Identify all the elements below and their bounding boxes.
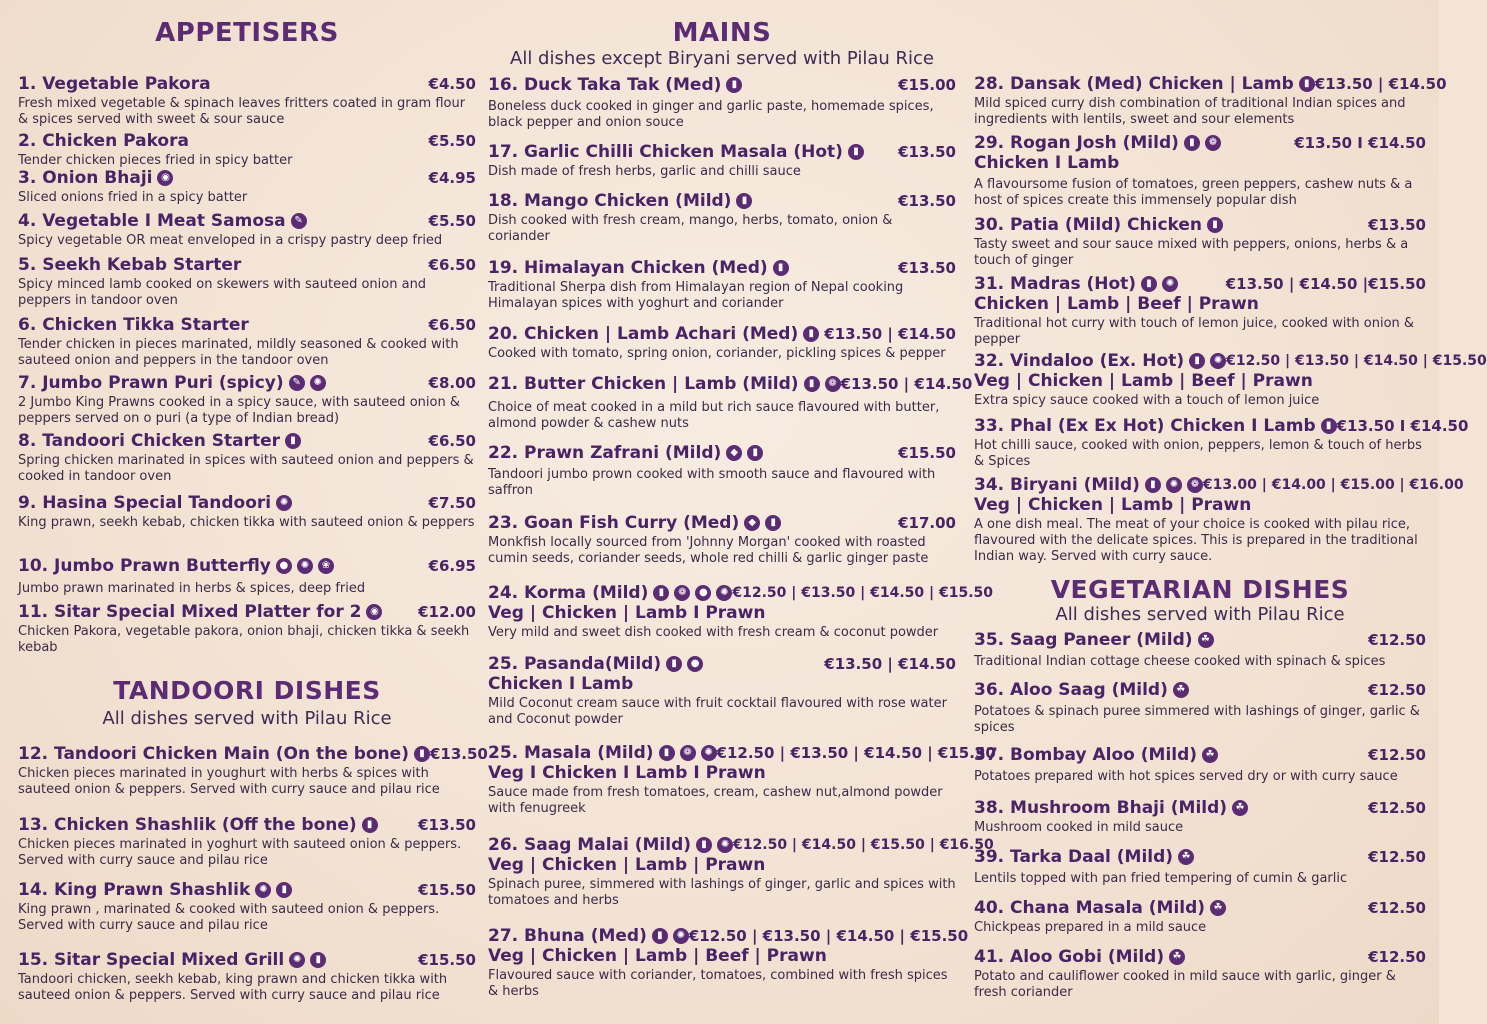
chilli-icon: ✎ xyxy=(291,213,307,229)
menu-item: 30. Patia (Mild) Chicken ▮ €13.50 Tasty sweet and sour sauce mixed with peppers, onions, herbs & a touch of ginger xyxy=(974,215,1426,268)
menu-item: 25. Pasanda(Mild) ▮ ● €13.50 | €14.50 Chicken I Lamb Mild Coconut cream sauce with fruit cocktail flavoured with rose water and Coconut powder xyxy=(488,654,956,727)
wheat-icon: ❀ xyxy=(318,558,334,574)
dairy-icon: ▮ xyxy=(726,77,742,93)
menu-item: 13. Chicken Shashlik (Off the bone) ▮ €13.50 Chicken pieces marinated in yoghurt with sauteed onion & peppers. Served with curry sauce and pilau rice xyxy=(18,815,476,868)
nut-icon: ❁ xyxy=(1205,135,1221,151)
menu-item: 41. Aloo Gobi (Mild) ☘ €12.50 Potato and cauliflower cooked in mild sauce with garlic, ginger & fresh coriander xyxy=(974,947,1426,1000)
menu-item: 25. Masala (Mild) ▮ ❁ ✺ €12.50 | €13.50 | €14.50 | €15.50 Veg I Chicken I Lamb I Prawn Sauce made from fresh tomatoes, cream, cashew nut,almond powder with fenugreek xyxy=(488,743,996,816)
vegetarian-title: VEGETARIAN DISHES xyxy=(1050,575,1350,604)
menu-item: 38. Mushroom Bhaji (Mild) ☘ €12.50 Mushroom cooked in mild sauce xyxy=(974,798,1426,835)
menu-item: 26. Saag Malai (Mild) ▮ ✺ €12.50 | €14.50 | €15.50 | €16.50 Veg | Chicken | Lamb | Prawn Spinach puree, simmered with lashings of ginger, garlic and spices with tomatoes and herbs xyxy=(488,835,994,908)
shellfish-icon: ✺ xyxy=(701,745,717,761)
tandoori-title: TANDOORI DISHES xyxy=(113,676,381,705)
dairy-icon: ▮ xyxy=(1321,418,1337,434)
dairy-icon: ▮ xyxy=(1207,217,1223,233)
menu-item: 4. Vegetable I Meat Samosa ✎ €5.50 Spicy vegetable OR meat enveloped in a crispy pastry deep fried xyxy=(18,211,476,248)
shellfish-icon: ✺ xyxy=(1210,353,1226,369)
menu-item: 6. Chicken Tikka Starter €6.50 Tender chicken in pieces marinated, mildly seasoned & cooked with sauteed onion and peppers in the tandoor oven xyxy=(18,315,476,368)
shellfish-icon: ✺ xyxy=(717,837,733,853)
menu-item: 29. Rogan Josh (Mild) ▮ ❁ €13.50 I €14.50 Chicken I Lamb A flavoursome fusion of tomatoes, green peppers, cashew nuts & a host of spices create this immensely popular dish xyxy=(974,133,1426,208)
menu-item: 3. Onion Bhaji ◉ €4.95 Sliced onions fried in a spicy batter xyxy=(18,168,476,205)
shellfish-icon: ✺ xyxy=(1162,276,1178,292)
dairy-icon: ▮ xyxy=(773,260,789,276)
vegan-icon: ☘ xyxy=(1198,632,1214,648)
dairy-icon: ▮ xyxy=(276,882,292,898)
menu-item: 11. Sitar Special Mixed Platter for 2 ◉ €12.00 Chicken Pakora, vegetable pakora, onion bhaji, chicken tikka & seekh kebab xyxy=(18,602,476,655)
menu-item: 20. Chicken | Lamb Achari (Med) ▮ €13.50 | €14.50 Cooked with tomato, spring onion, coriander, pickling spices & pepper xyxy=(488,324,956,361)
mains-subtitle: All dishes except Biryani served with Pilau Rice xyxy=(510,48,934,69)
vegetarian-icon: ◉ xyxy=(157,170,173,186)
nut-icon: ❁ xyxy=(825,376,841,392)
menu-item: 22. Prawn Zafrani (Mild) ◆ ▮ €15.50 Tandoori jumbo prown cooked with smooth sauce and flavoured with saffron xyxy=(488,443,956,498)
menu-item: 15. Sitar Special Mixed Grill ✺ ▮ €15.50 Tandoori chicken, seekh kebab, king prawn and chicken tikka with sauteed onion & peppers. Served with curry sauce and pilau rice xyxy=(18,950,476,1003)
tandoori-subtitle: All dishes served with Pilau Rice xyxy=(102,708,392,729)
mains-title: MAINS xyxy=(672,18,772,48)
menu-item: 18. Mango Chicken (Mild) ▮ €13.50 Dish cooked with fresh cream, mango, herbs, tomato, onion & coriander xyxy=(488,191,956,244)
nut-icon: ❁ xyxy=(674,585,690,601)
vegetarian-icon: ◉ xyxy=(366,604,382,620)
dairy-icon: ▮ xyxy=(285,433,301,449)
menu-item: 33. Phal (Ex Ex Hot) Chicken I Lamb ▮ €13.50 I €14.50 Hot chilli sauce, cooked with onion, peppers, lemon & touch of herbs & Spices xyxy=(974,416,1469,469)
menu-item: 23. Goan Fish Curry (Med) ◆ ▮ €17.00 Monkfish locally sourced from 'Johnny Morgan' cooked with roasted cumin seeds, coriander seeds, whole red chilli & garlic ginger paste xyxy=(488,513,956,566)
vegan-icon: ☘ xyxy=(1178,849,1194,865)
menu-item: 17. Garlic Chilli Chicken Masala (Hot) ▮ €13.50 Dish made of fresh herbs, garlic and chilli sauce xyxy=(488,142,956,179)
nut-icon: ❁ xyxy=(1187,477,1203,493)
menu-item: 16. Duck Taka Tak (Med) ▮ €15.00 Boneless duck cooked in ginger and garlic paste, homemade spices, black pepper and onion souce xyxy=(488,75,956,130)
vegan-icon: ☘ xyxy=(1210,900,1226,916)
menu-item: 35. Saag Paneer (Mild) ☘ €12.50 Traditional Indian cottage cheese cooked with spinach & spices xyxy=(974,630,1426,669)
dairy-icon: ▮ xyxy=(653,585,669,601)
menu-item: 9. Hasina Special Tandoori ✺ €7.50 King prawn, seekh kebab, chicken tikka with sauteed onion & peppers xyxy=(18,493,476,530)
dairy-icon: ▮ xyxy=(803,326,819,342)
menu-item: 37. Bombay Aloo (Mild) ☘ €12.50 Potatoes prepared with hot spices served dry or with curry sauce xyxy=(974,745,1426,784)
dairy-icon: ▮ xyxy=(747,445,763,461)
menu-item: 10. Jumbo Prawn Butterfly ● ✺ ❀ €6.95 Jumbo prawn marinated in herbs & spices, deep fried xyxy=(18,556,476,596)
dairy-icon: ▮ xyxy=(804,376,820,392)
shellfish-icon: ✺ xyxy=(297,558,313,574)
menu-item: 8. Tandoori Chicken Starter ▮ €6.50 Spring chicken marinated in spices with sauteed onion and peppers & cooked in tandoor oven xyxy=(18,431,476,484)
menu-item: 2. Chicken Pakora €5.50 Tender chicken pieces fried in spicy batter xyxy=(18,131,476,168)
menu-item: 28. Dansak (Med) Chicken | Lamb ▮ €13.50 | €14.50 Mild spiced curry dish combination of traditional Indian spices and ingredients with lentils, sweet and sour elements xyxy=(974,74,1447,127)
egg-icon: ● xyxy=(687,656,703,672)
shellfish-icon: ✺ xyxy=(310,375,326,391)
shellfish-icon: ✺ xyxy=(716,585,732,601)
dairy-icon: ▮ xyxy=(652,928,668,944)
menu-item: 24. Korma (Mild) ▮ ❁ ● ✺ €12.50 | €13.50 | €14.50 | €15.50 Veg | Chicken | Lamb I Prawn Very mild and sweet dish cooked with fresh cream & coconut powder xyxy=(488,583,994,640)
dairy-icon: ▮ xyxy=(1184,135,1200,151)
dairy-icon: ▮ xyxy=(1145,477,1161,493)
menu-item: 19. Himalayan Chicken (Med) ▮ €13.50 Traditional Sherpa dish from Himalayan region of Nepal cooking Himalayan spices with yoghurt and coriander xyxy=(488,258,956,311)
dairy-icon: ▮ xyxy=(1299,76,1315,92)
menu-item: 31. Madras (Hot) ▮ ✺ €13.50 | €14.50 |€15.50 Chicken | Lamb | Beef | Prawn Traditional hot curry with touch of lemon juice, cooked with onion & pepper xyxy=(974,274,1426,347)
shellfish-icon: ✺ xyxy=(255,882,271,898)
fish-icon: ◆ xyxy=(726,445,742,461)
vegan-icon: ☘ xyxy=(1169,949,1185,965)
menu-item: 7. Jumbo Prawn Puri (spicy) ✎ ✺ €8.00 2 Jumbo King Prawns cooked in a spicy sauce, with sauteed onion & peppers served on o puri (a type of Indian bread) xyxy=(18,373,476,426)
menu-item: 14. King Prawn Shashlik ✺ ▮ €15.50 King prawn , marinated & cooked with sauteed onion & peppers. Served with curry sauce and pilau rice xyxy=(18,880,476,933)
dairy-icon: ▮ xyxy=(765,515,781,531)
menu-item: 27. Bhuna (Med) ▮ ✺ €12.50 | €13.50 | €14.50 | €15.50 Veg | Chicken | Lamb | Beef | Prawn Flavoured sauce with coriander, tomatoes, combined with fresh spices & herbs xyxy=(488,926,969,999)
egg-icon: ● xyxy=(276,558,292,574)
menu-item: 1. Vegetable Pakora €4.50 Fresh mixed vegetable & spinach leaves fritters coated in gram flour & spices served with sweet & sour sauce xyxy=(18,74,476,127)
nut-icon: ❁ xyxy=(680,745,696,761)
dairy-icon: ▮ xyxy=(362,817,378,833)
shellfish-icon: ✺ xyxy=(289,952,305,968)
shellfish-icon: ✺ xyxy=(276,495,292,511)
menu-item: 39. Tarka Daal (Mild) ☘ €12.50 Lentils topped with pan fried tempering of cumin & garlic xyxy=(974,847,1426,886)
menu-item: 5. Seekh Kebab Starter €6.50 Spicy minced lamb cooked on skewers with sauteed onion and peppers in tandoor oven xyxy=(18,255,476,308)
dairy-icon: ▮ xyxy=(666,656,682,672)
dairy-icon: ▮ xyxy=(659,745,675,761)
vegan-icon: ☘ xyxy=(1202,747,1218,763)
shellfish-icon: ✺ xyxy=(673,928,689,944)
menu-item: 32. Vindaloo (Ex. Hot) ▮ ✺ €12.50 | €13.50 | €14.50 | €15.50 Veg | Chicken | Lamb | Beef | Prawn Extra spicy sauce cooked with a touch of lemon juice xyxy=(974,351,1487,408)
vegan-icon: ☘ xyxy=(1232,800,1248,816)
dairy-icon: ▮ xyxy=(1141,276,1157,292)
dairy-icon: ▮ xyxy=(848,144,864,160)
dairy-icon: ▮ xyxy=(414,746,430,762)
egg-icon: ● xyxy=(695,585,711,601)
appetisers-title: APPETISERS xyxy=(155,18,339,48)
menu-item: 36. Aloo Saag (Mild) ☘ €12.50 Potatoes & spinach puree simmered with lashings of ginger, garlic & spices xyxy=(974,680,1426,735)
menu-item: 12. Tandoori Chicken Main (On the bone) ▮ €13.50 Chicken pieces marinated in youghurt with herbs & spices with sauteed onion & peppers. Served with curry sauce and pilau rice xyxy=(18,744,488,797)
vegan-icon: ☘ xyxy=(1173,682,1189,698)
chilli-icon: ✎ xyxy=(289,375,305,391)
menu-item: 40. Chana Masala (Mild) ☘ €12.50 Chickpeas prepared in a mild sauce xyxy=(974,898,1426,935)
dairy-icon: ▮ xyxy=(736,193,752,209)
fish-icon: ◆ xyxy=(744,515,760,531)
dairy-icon: ▮ xyxy=(310,952,326,968)
shellfish-icon: ✺ xyxy=(1166,477,1182,493)
menu-item: 34. Biryani (Mild) ▮ ✺ ❁ €13.00 | €14.00 | €15.00 | €16.00 Veg | Chicken | Lamb | Prawn A one dish meal. The meat of your choice is cooked with pilau rice, flavoured with the delicate spices. This is prepared in the traditional Indian way. Served with curry sauce. xyxy=(974,475,1464,564)
dairy-icon: ▮ xyxy=(696,837,712,853)
menu-item: 21. Butter Chicken | Lamb (Mild) ▮ ❁ €13.50 | €14.50 Choice of meat cooked in a mild but rich sauce flavoured with butter, almond powder & cashew nuts xyxy=(488,374,973,431)
dairy-icon: ▮ xyxy=(1189,353,1205,369)
vegetarian-subtitle: All dishes served with Pilau Rice xyxy=(1055,604,1345,625)
